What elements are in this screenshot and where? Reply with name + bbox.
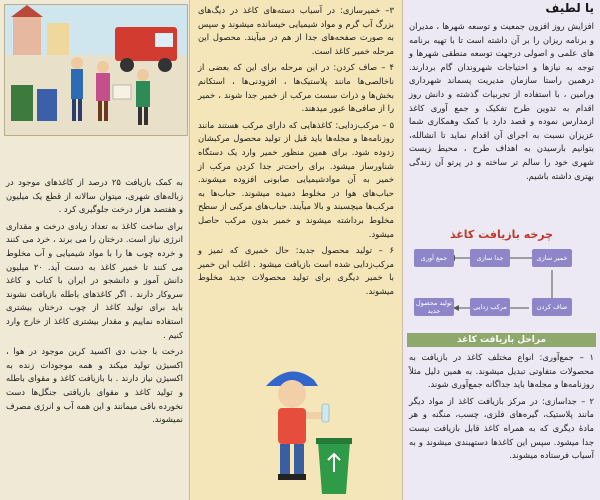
left-text-block: [6, 176, 183, 430]
left-paragraph-1: به کمک بازیافت ۲۵ درصد از کاغذهای موجود در زباله‌های شهری، میتوان سالانه از قطع یک میلیون و هفتصد هزار درخت جلوگیری کرد .: [6, 177, 183, 215]
stages-title: مراحل بازیافت کاغذ: [407, 333, 596, 347]
cycle-box-deinking: مرکب زدایی: [470, 298, 510, 316]
middle-text-block: [198, 4, 394, 301]
left-panel: [0, 0, 190, 500]
stage-4-paragraph: ۴ – صاف کردن: در این مرحله برای این که بعضی از ناخالصی‌ها مانند پلاستیک‌ها ، افزودنی‌ها ، استکانم بخش‌ها و ذرات سست مرکب از خمیر جدا شوند ، خمیر را از صافی‌ها عبور میدهند.: [198, 62, 394, 114]
middle-panel: [190, 0, 403, 500]
cycle-box-screening: صاف کردن: [532, 298, 572, 316]
stage-2-paragraph: ۲ – جداسازی: در مرکز بازیافت کاغذ از مواد دیگر مانند پلاستیک، گیره‌های فلزی، چسب، منگنه و هر مادهٔ دیگری که به همراه کاغذ قابل بازیافت نیست جدا میشود. سپس این کاغذها دستهبندی میشوند و به آسیاب فرستاده میشوند.: [409, 395, 594, 461]
cycle-box-new-product: تولید محصول جدید: [414, 298, 454, 316]
page-title: یا لطیف: [545, 1, 594, 15]
cycle-box-collection: جمع آوری: [414, 249, 454, 267]
kid-recycling-illustration: [230, 360, 360, 498]
stage-6-paragraph: ۶ – تولید محصول جدید: حال خمیری که تمیز و مرکب‌زدایی شده است بازیافت میشود . اغلب این خمیر با خمیر دیگری برای تولید محصولات جدید مخلوط میشوند.: [198, 245, 394, 296]
stage-5-paragraph: ۵ – مرکب‌زدایی: کاغذهایی که دارای مرکب هستند مانند روزنامه‌ها و مجله‌ها باید قبل از تولید محصول مرکبشان زدوده شود. برای همین منظور خمیر وارد یک دستگاه شناورساز میشود. برای راحت‌تر جدا کردن مرکب از خمیر به آن موادشیمیایی صابونی افزوده میشوند. حباب‌های هوا در مخلوط دمیده میشوند. حباب‌ها به مرکب‌ها میچسبند و بالا میآیند. حباب‌های مرکبی از سطح مخلوط برداشته میشوند و خمیر بدون مرکب حاصل میشود.: [198, 119, 394, 239]
cycle-box-pulping: خمیر سازی: [532, 249, 572, 267]
left-paragraph-2: برای ساخت کاغذ به تعداد زیادی درخت و مقداری انرژی نیاز است. درختان را می برند ، خرد می کنند و خرده چوب ها را با مواد شیمیایی و آب مخلوط می کنند تا خمیر کاغذ به دست آید. ۲۰ میلیون دانش آموز و دانشجو در ایران با کتاب و کاغذ سروکار دارند . اگر کاغذهای باطله بازیافت نشوند باید برای تولید کاغذ از چوب درختان بیشتری استفاده نماییم و مقدار بیشتری کاغذ از خارج وارد کنیم .: [6, 220, 184, 340]
cycle-title: چرخه بازیافت کاغذ: [449, 228, 554, 241]
right-panel: [403, 0, 600, 500]
recycling-cycle-diagram: [409, 246, 594, 326]
stage-1-paragraph: ۱ – جمع‌آوری: انواع مختلف کاغذ در بازیافت به محصولات متفاوتی تبدیل میشوند. به همین دلیل مثلاً روزنامه‌ها و مجله‌ها باید جداگانه جمع‌آوری شوند.: [409, 352, 594, 390]
stage-3-paragraph: ۳– خمیرسازی: در آسیاب دسته‌های کاغذ در دیگ‌های بزرگ آب گرم و مواد شیمیایی خیسانده میشوند و سپس به صورت صفحه‌های جدا از هم در میآیند. محصول این مرحله خمیر کاغذ است.: [198, 5, 394, 56]
cycle-box-separation: جدا سازی: [470, 249, 510, 267]
left-paragraph-3: درخت با جذب دی اکسید کربن موجود در هوا ، اکسیژن تولید میکند و همه موجودات زنده به اکسیژن نیاز دارند . با بازیافت کاغذ و مقوای باطله و تولید کاغذ و مقوای بازیافتی جنگل‌ها دست نخورده باقی میمانند و این همه آب و انرژی مصرف نمیشوند.: [6, 346, 183, 425]
recycling-scene-image: [5, 5, 187, 135]
stages-text-block: [409, 351, 594, 466]
intro-paragraph: افزایش روز افزون جمعیت و توسعه شهرها ، مدیران و برنامه ریزان را بر آن داشته است تا با تهیه برنامه های علمی و اصولی درجهت توسعه منطقی شهرها و توجه به نیازها و احتیاجات شهروندان گام بردارند. درهمین راستا سازمان مدیریت پسماند شهرداری ورامین ، با استفاده از تجربیات گذشته و دانش روز اقدام به تدوین طرح تفکیک و جمع آوری کاغذ ازمدارس نموده و قصد دارد با کمک وهمکاری شما عزیزان نسبت به اجرای آن اقدام نماید تا انشالله، بتوانیم بارسیدن به اهداف طرح ، محیط زیست شهری خود را سالم تر ساخته و در پرتو آن زندگی بهتری داشته باشیم.: [409, 21, 594, 181]
recycling-illustration: [4, 4, 188, 136]
